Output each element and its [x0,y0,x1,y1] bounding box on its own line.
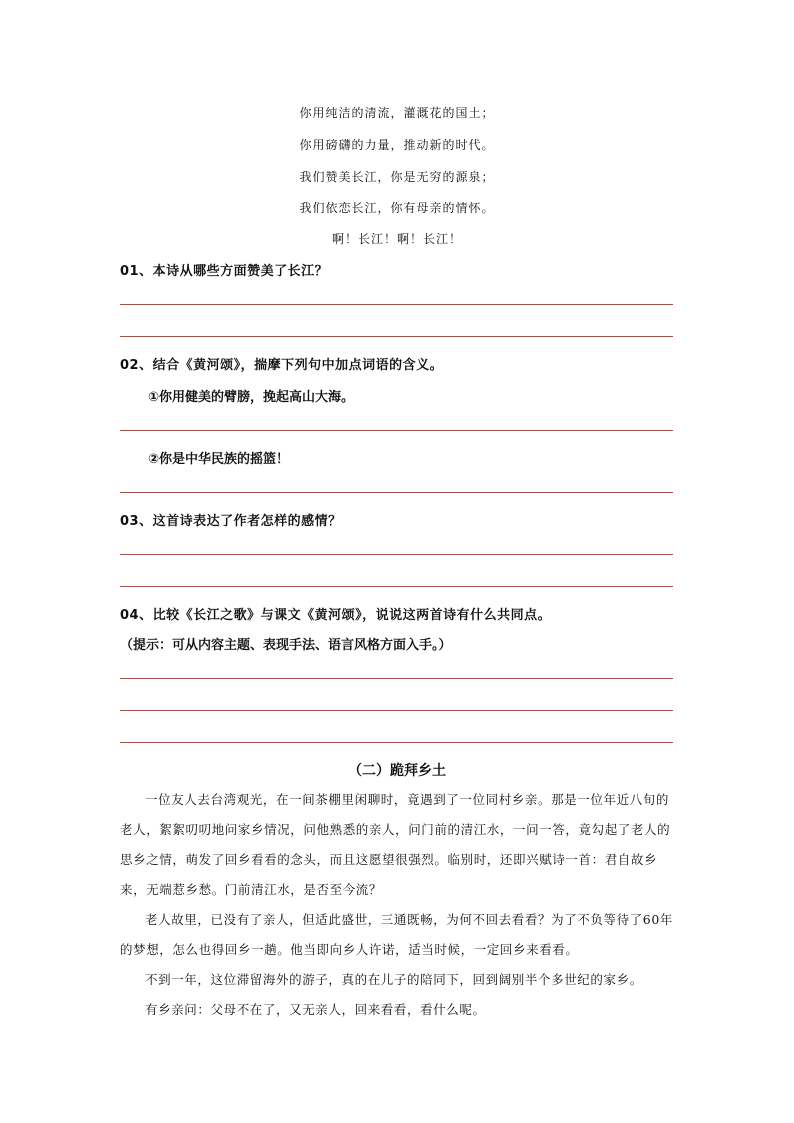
answer-line[interactable] [120,430,673,431]
poem-line: 你用纯洁的清流，灌溉花的国土； [299,106,495,120]
question-4-hint: （提示：可从内容主题、表现手法、语言风格方面入手。） [120,638,452,653]
answer-line[interactable] [120,554,673,555]
question-3: 03、这首诗表达了作者怎样的感情？ [120,514,342,529]
answer-line[interactable] [120,710,673,711]
question-4: 04、比较《长江之歌》与课文《黄河颂》，说说这两首诗有什么共同点。 [120,608,552,623]
poem-line: 你用磅礴的力量，推动新的时代。 [299,138,495,152]
section-title: （二）跪拜乡土 [348,763,446,779]
reading-passage [120,785,676,1025]
question-2-sub-1: ①你用健美的臂膀，挽起高山大海。 [148,390,355,405]
answer-line[interactable] [120,336,673,337]
question-2-sub-2: ②你是中华民族的摇篮！ [148,452,290,467]
poem-line: 我们依恋长江，你有母亲的情怀。 [299,201,495,215]
poem-line: 我们赞美长江，你是无穷的源泉； [299,170,495,184]
paragraph: 一位友人去台湾观光，在一间茶棚里闲聊时，竟遇到了一位同村乡亲。那是一位年近八旬的老人，絮絮叨叨地问家乡情况，问他熟悉的亲人，问门前的清江水，一问一答，竟勾起了老人的思乡之情，萌发了回乡看看的念头，而且这愿望很强烈。临别时，还即兴赋诗一首：君自故乡来，无端惹乡愁。门前清江水，是否至今流？ [120,792,671,897]
poem-line: 啊！长江！啊！长江！ [331,232,462,246]
answer-line[interactable] [120,492,673,493]
answer-line[interactable] [120,678,673,679]
answer-line[interactable] [120,586,673,587]
question-2: 02、结合《黄河颂》，揣摩下列句中加点词语的含义。 [120,358,444,373]
paragraph: 有乡亲问：父母不在了，又无亲人，回来看看，看什么呢。 [145,1002,486,1017]
answer-line[interactable] [120,742,673,743]
question-1: 01、本诗从哪些方面赞美了长江？ [120,264,329,279]
paragraph: 老人故里，已没有了亲人，但适此盛世，三通既畅，为何不回去看看？为了不负等待了60年的梦想，怎么也得回乡一趟。他当即向乡人许诺，适当时候，一定回乡来看看。 [120,912,674,957]
answer-line[interactable] [120,304,673,305]
paragraph: 不到一年，这位滞留海外的游子，真的在儿子的陪同下，回到阔别半个多世纪的家乡。 [145,972,643,987]
